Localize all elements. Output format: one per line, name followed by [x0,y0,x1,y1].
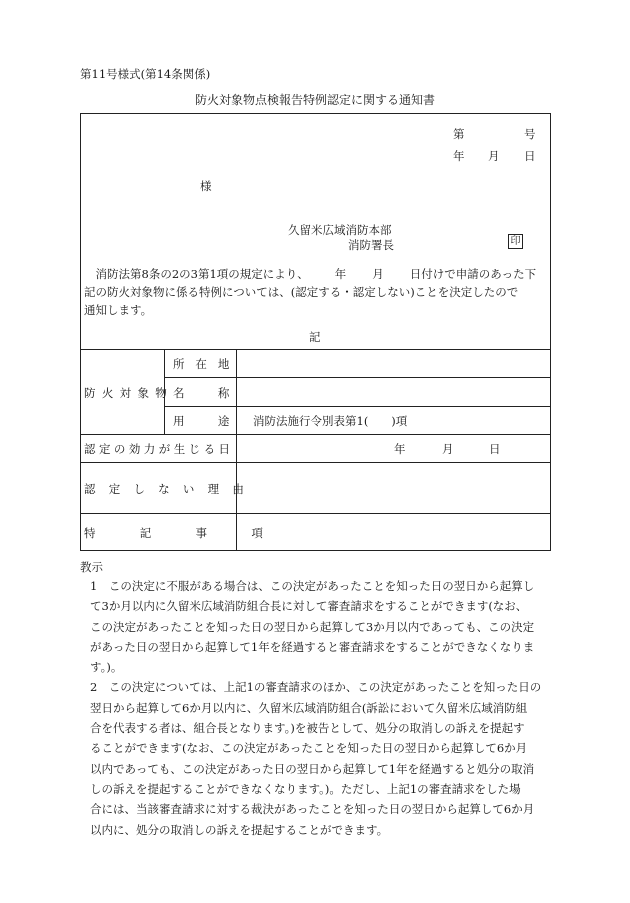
label-reason-not-certified: 認定しない理由 [84,482,258,496]
row-divider-reason [80,513,551,514]
instruction-line: 合には、当該審査請求に対する裁決があったことを知った日の翌日から起算して6か月 [90,802,535,817]
effective-day: 日 [489,442,501,456]
issuer-title: 消防署長 [348,238,394,252]
instruction-line: 以内に、処分の取消しの訴えを提起することができます。 [90,822,389,837]
instruction-line: 2 この決定については、上記1の審査請求のほか、この決定があったことを知った日の [90,680,542,695]
body-month: 月 [372,267,384,281]
body-year: 年 [334,267,347,281]
notice-date-day: 日 [524,149,536,163]
body-text-1a: 消防法第8条の2の3第1項の規定により、 [95,267,309,281]
issuer-organization: 久留米広域消防本部 [288,223,392,237]
effective-year: 年 [394,442,406,456]
row-divider-location [164,377,551,378]
body-text-2: 記の防火対象物に係る特例については、(認定する・認定しない)ことを決定したので [84,285,519,299]
label-use: 用途 [173,414,263,428]
notice-number-prefix: 第 [453,127,465,141]
instruction-item-1 [80,576,560,677]
label-effective-date: 認定の効力が生じる日 [84,442,234,456]
seal-mark: 印 [508,234,523,249]
instruction-line: 合を代表する者は、組合長となります。)を被告として、処分の取消しの訴えを提起す [90,721,525,736]
document-title: 防火対象物点検報告特例認定に関する通知書 [194,93,435,107]
effective-month: 月 [442,442,454,456]
label-location: 所在地 [173,357,241,371]
body-text-1b: 日付けで申請のあった下 [409,267,537,281]
addressee-suffix: 様 [200,179,212,193]
group-label-fire-target: 防火対象物 [84,386,174,400]
notice-date-year: 年 [453,149,465,163]
instruction-line: ることができます(なお、この決定があったことを知った日の翌日から起算して6か月 [90,741,528,756]
instructions-title: 教示 [80,560,103,574]
instruction-line: す。)。 [90,660,123,675]
instruction-line: があった日の翌日から起算して1年を経過すると審査請求をすることができなくなりま [90,639,535,654]
label-special-remarks: 特記事項 [84,526,308,540]
body-text-3: 通知します。 [84,303,153,317]
instruction-line: しの訴えを提起することができなくなります。)。ただし、上記1の審査請求をした場 [90,781,521,796]
table-top-rule [80,349,551,350]
label-column-divider [236,349,237,551]
row-divider-use [80,434,551,435]
instruction-line: 翌日から起算して6か月以内に、久留米広域消防組合(訴訟において久留米広域消防組 [90,700,528,715]
row-divider-effective [80,462,551,463]
label-name: 名称 [173,386,263,400]
notice-date-month: 月 [488,149,500,163]
ki-marker: 記 [309,330,321,344]
row-divider-name [164,406,551,407]
use-value: 消防法施行令別表第1( )項 [253,414,408,428]
notice-number-suffix: 号 [524,127,536,141]
instruction-line: この決定があったことを知った日の翌日から起算して3か月以内であっても、この決定 [90,619,535,634]
instruction-line: て3か月以内に久留米広域消防組合長に対して審査請求をすることができます(なお、 [90,599,528,614]
form-number: 第11号様式(第14条関係) [80,67,211,81]
notice-body [84,265,548,319]
instruction-item-2 [80,677,560,839]
instruction-line: 1 この決定に不服がある場合は、この決定があったことを知った日の翌日から起算し [90,579,535,593]
instruction-line: 以内であっても、この決定があった日の翌日から起算して1年を経過すると処分の取消 [90,761,535,776]
instructions-section [80,558,560,840]
